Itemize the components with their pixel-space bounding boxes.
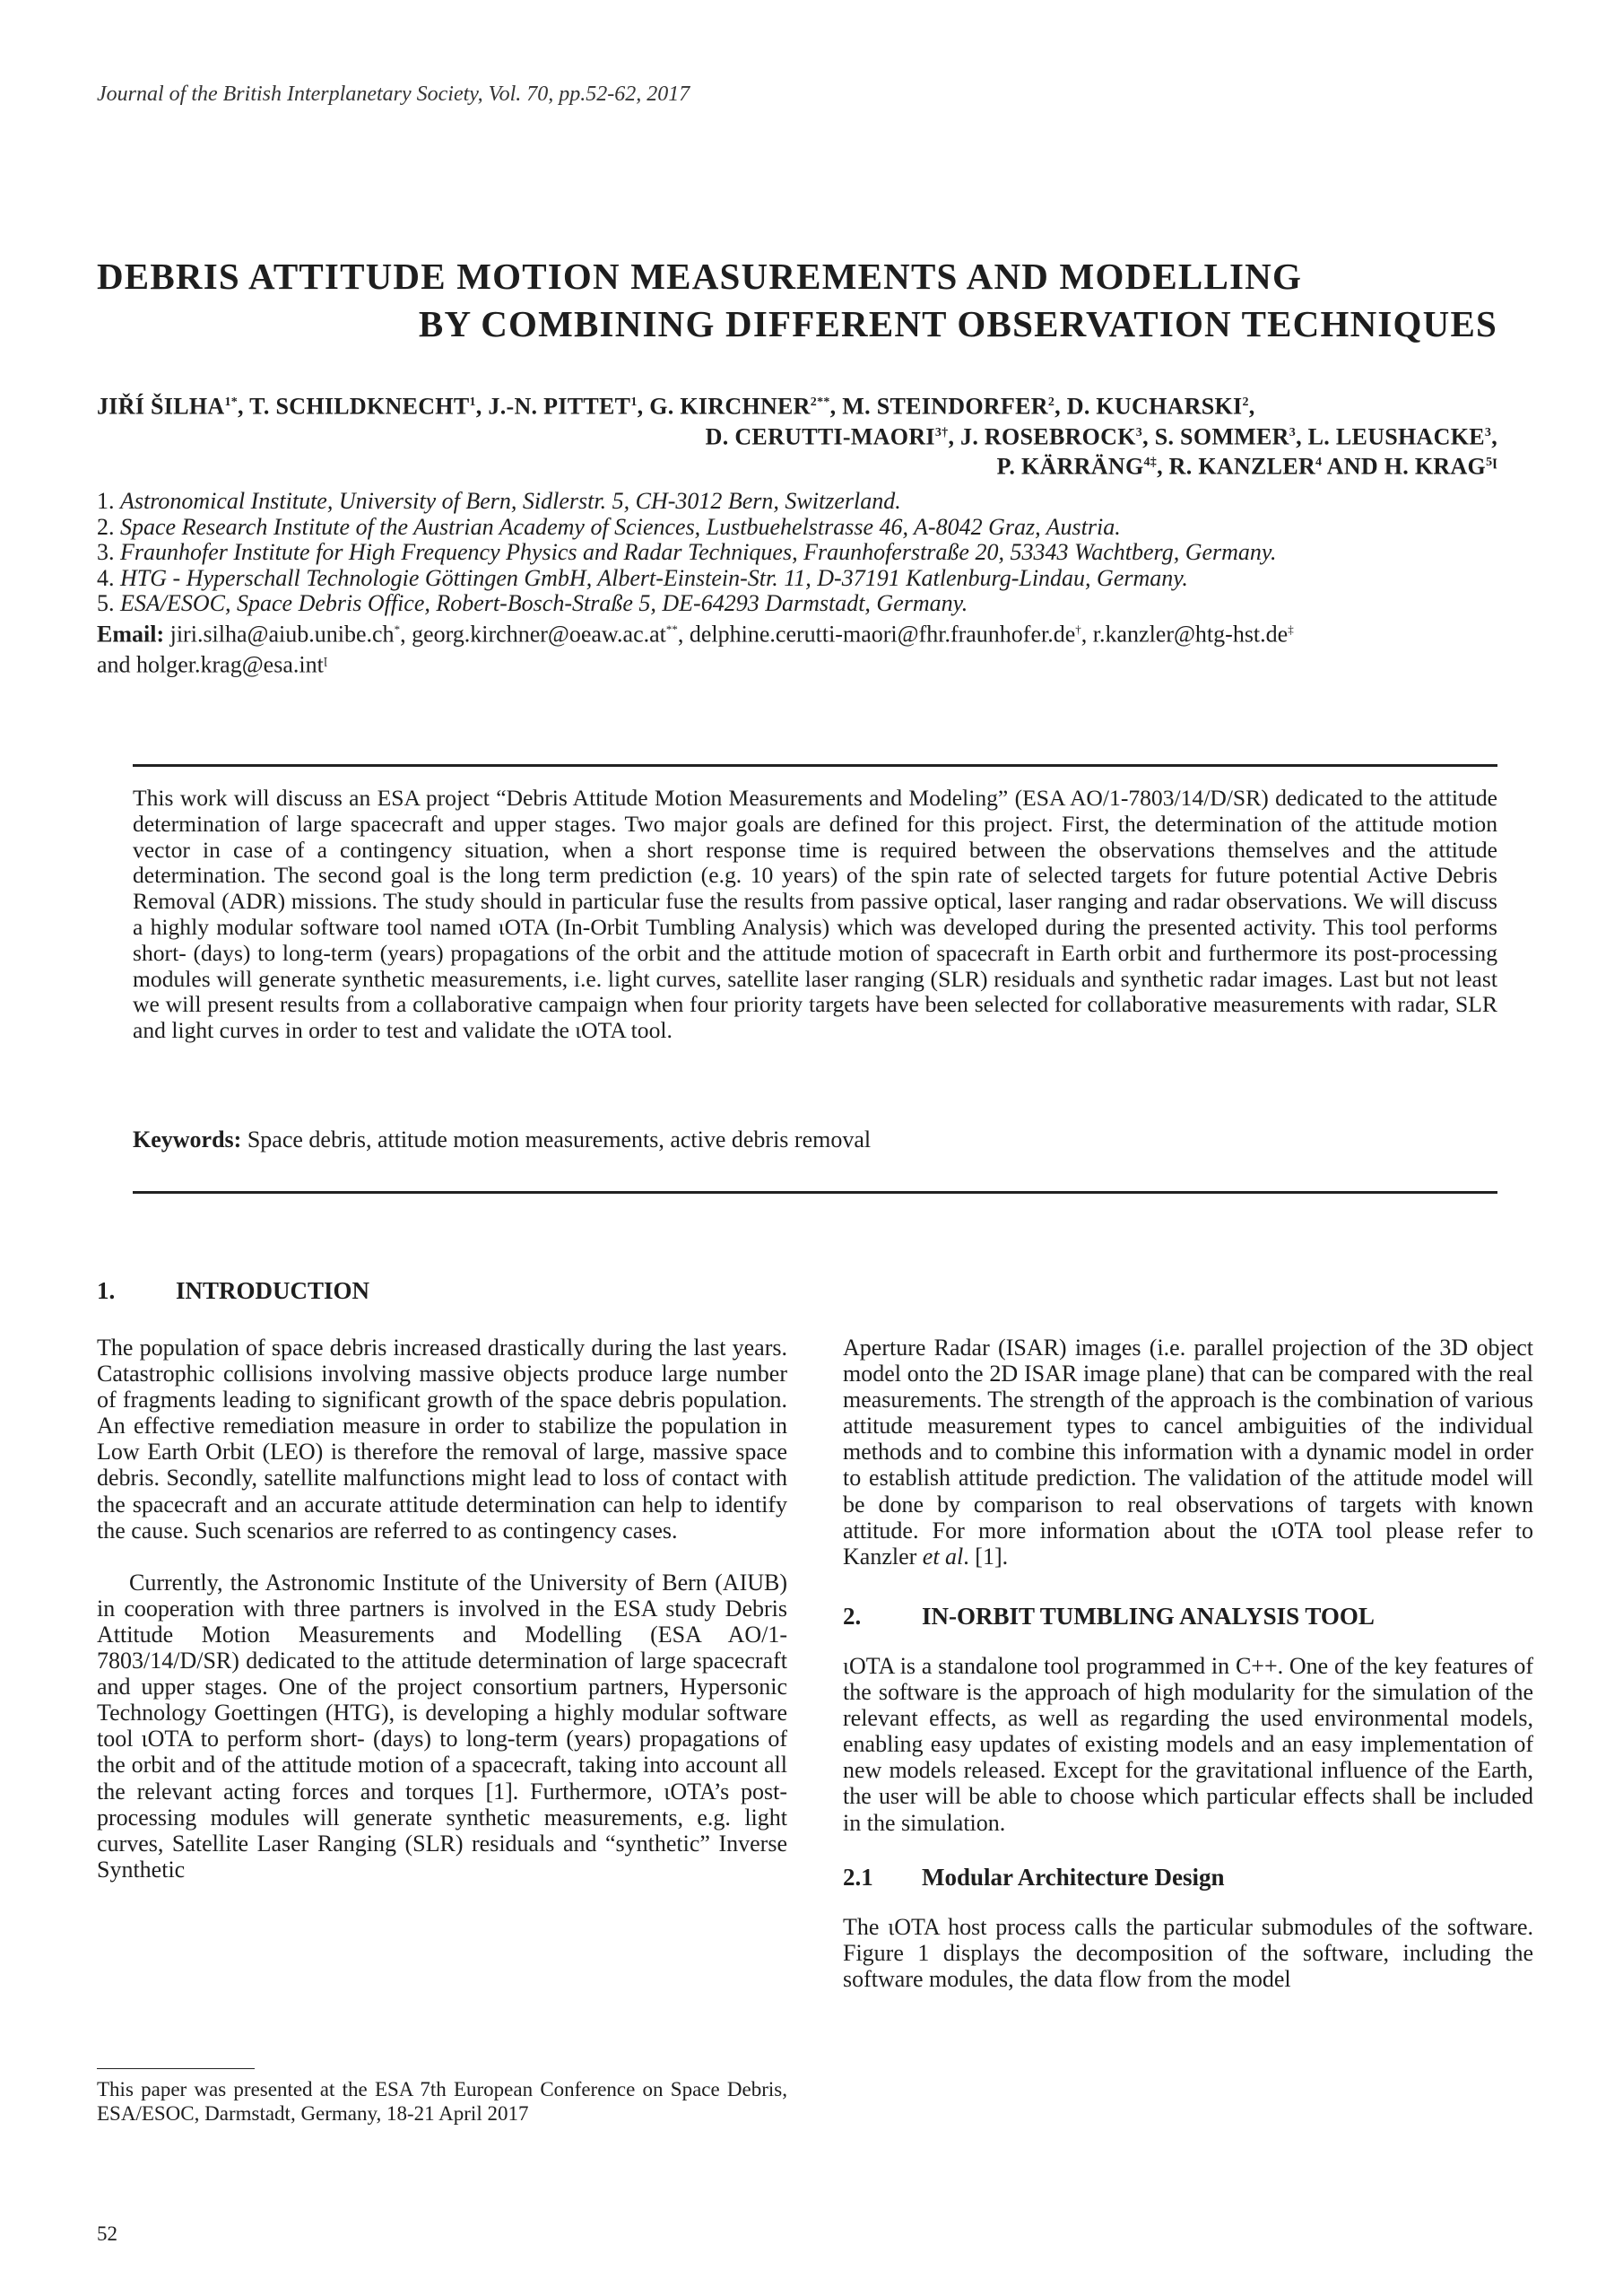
affiliation-text: ESA/ESOC, Space Debris Office, Robert-Bosch-Straße 5, DE-64293 Darmstadt, Germany.	[120, 590, 968, 616]
author-marker: 2	[1242, 396, 1249, 409]
section-title: INTRODUCTION	[176, 1277, 370, 1304]
affiliation-number: 3.	[97, 539, 120, 565]
section-title: Modular Architecture Design	[922, 1863, 1225, 1891]
paragraph	[843, 1335, 1533, 1570]
text-run: Aperture Radar (ISAR) images (i.e. parallel projection of the 3D object model onto the 2D ISAR image plane) that can be compared with the real measurements. The strength of the approach is the combination of various attitude measurement types to cancel ambiguities of the individual methods and to combine this information with a dynamic model in order to establish attitude prediction. The validation of the attitude model will be done by comparison to real observations of targets with known attitude. For more information about the ιOTA tool please refer to Kanzler	[843, 1335, 1533, 1570]
affiliation-5	[97, 591, 1532, 617]
keywords	[133, 1126, 1497, 1153]
author-line-1	[97, 389, 1497, 420]
email-line	[97, 617, 1532, 648]
paragraph: ιOTA is a standalone tool programmed in C++. One of the key features of the software is the approach of high modularity for the simulation of the relevant effects, as well as regarding the used environmental models, enabling easy updates of existing models and an easy implementation of new models released. Except for the gravitational influence of the Earth, the user will be able to choose which particular effects shall be included in the simulation.	[843, 1652, 1533, 1836]
author-marker: 1	[469, 396, 476, 409]
author-marker: 3	[1135, 425, 1143, 439]
author-name: , J.-N. PITTET	[475, 393, 631, 420]
section-number: 1.	[97, 1277, 116, 1304]
footnote: This paper was presented at the ESA 7th European Conference on Space Debris, ESA/ESOC, Darmstadt, Germany, 18-21 April 2017	[97, 2078, 787, 2125]
abstract: This work will discuss an ESA project “Debris Attitude Motion Measurements and Modeling” (ESA AO/1-7803/14/D/SR) dedicated to the attitude determination of large spacecraft and upper stages. Two major goals are defined for this project. First, the determination of the attitude motion vector in case of a contingency situation, when a short response time is required between the observations themselves and the attitude determination. The second goal is the long term prediction (e.g. 10 years) of the spin rate of selected targets for future potential Active Debris Removal (ADR) missions. The study should in particular fuse the results from passive optical, laser ranging and radar observations. We will discuss a highly modular software tool named ιOTA (In-Orbit Tumbling Analysis) which was developed during the presented activity. This tool performs short- (days) to long-term (years) propagations of the orbit and the attitude motion of spacecraft in Earth orbit and furthermore its post-processing modules will generate synthetic measurements, i.e. light curves, satellite laser ranging (SLR) residuals and synthetic radar images. Last but not least we will present results from a collaborative campaign when four priority targets have been selected for collaborative measurements with radar, SLR and light curves in order to test and validate the ιOTA tool.	[133, 785, 1497, 1044]
abstract-top-rule	[133, 764, 1497, 767]
affiliation-text: Astronomical Institute, University of Bern, Sidlerstr. 5, CH-3012 Bern, Switzerland.	[120, 488, 901, 514]
section-number: 2.	[843, 1602, 862, 1630]
author-separator: ,	[1491, 423, 1497, 450]
author-line-2	[97, 420, 1497, 450]
email-line-2	[97, 648, 1532, 678]
email-marker: **	[665, 622, 678, 636]
text-run: . [1].	[963, 1543, 1009, 1570]
affiliation-3	[97, 540, 1532, 566]
author-marker: 1*	[224, 396, 239, 409]
section-2-heading	[843, 1604, 1533, 1630]
email-marker: ‡	[1288, 622, 1294, 636]
footnote-rule	[97, 2068, 255, 2069]
email-link[interactable]: , delphine.cerutti-maori@fhr.fraunhofer.de	[677, 621, 1076, 648]
paragraph: Currently, the Astronomic Institute of the University of Bern (AIUB) in cooperation with three partners is involved in the ESA study Debris Attitude Motion Measurements and Modelling (ESA AO/1-7803/14/D/SR) dedicated to the attitude determination of large spacecraft and upper stages. One of the project consortium partners, Hypersonic Technology Goettingen (HTG), is developing a highly modular software tool ιOTA to perform short- (days) to long-term (years) propagations of the orbit and of the attitude motion of a spacecraft, taking into account all the relevant acting forces and torques [1]. Furthermore, ιOTA’s post-processing modules will generate synthetic measurements, e.g. light curves, Satellite Laser Ranging (SLR) residuals and “synthetic” Inverse Synthetic	[97, 1569, 787, 1883]
section-number: 2.1	[843, 1863, 873, 1891]
section-1-heading	[97, 1277, 369, 1305]
author-line-3	[97, 449, 1497, 480]
author-name: D. CERUTTI-MAORI	[705, 423, 935, 450]
author-marker: 3†	[934, 425, 949, 439]
affiliations	[97, 489, 1532, 678]
title-line-1: DEBRIS ATTITUDE MOTION MEASUREMENTS AND MODELLING	[97, 256, 1303, 297]
author-name: , L. LEUSHACKE	[1296, 423, 1485, 450]
affiliation-text: Space Research Institute of the Austrian Academy of Sciences, Lustbuehelstrasse 46, A-8042 Graz, Austria.	[120, 513, 1121, 540]
author-name: JIŘÍ ŠILHA	[97, 393, 225, 420]
journal-citation: Journal of the British Interplanetary Society, Vol. 70, pp.52-62, 2017	[97, 83, 690, 106]
affiliation-number: 2.	[97, 513, 120, 540]
author-name: P. KÄRRÄNG	[996, 453, 1144, 480]
author-marker: 3	[1484, 425, 1492, 439]
abstract-bottom-rule	[133, 1191, 1497, 1194]
email-link[interactable]: and holger.krag@esa.int	[97, 651, 324, 678]
affiliation-number: 5.	[97, 590, 120, 616]
affiliation-2	[97, 515, 1532, 541]
keywords-label: Keywords:	[133, 1126, 242, 1152]
left-column	[97, 1335, 787, 1883]
author-name: , R. KANZLER	[1157, 453, 1316, 480]
author-name: , G. KIRCHNER	[637, 393, 811, 420]
author-marker: 4	[1315, 456, 1323, 470]
author-marker: 1	[630, 396, 638, 409]
right-column	[843, 1335, 1533, 1992]
affiliation-4	[97, 566, 1532, 592]
email-link[interactable]: jiri.silha@aiub.unibe.ch	[164, 621, 395, 648]
email-label: Email:	[97, 621, 165, 648]
keywords-text: Space debris, attitude motion measurements, active debris removal	[241, 1126, 872, 1152]
affiliation-text: HTG - Hyperschall Technologie Göttingen GmbH, Albert-Einstein-Str. 11, D-37191 Katlenburg-Lindau, Germany.	[120, 564, 1188, 591]
paragraph: The population of space debris increased drastically during the last years. Catastrophic collisions involving massive objects produce large number of fragments leading to significant growth of the space debris population. An effective remediation measure in order to stabilize the population in Low Earth Orbit (LEO) is therefore the removal of large, massive space debris. Secondly, satellite malfunctions might lead to loss of contact with the spacecraft and an accurate attitude determination can help to identify the cause. Such scenarios are referred to as contingency cases.	[97, 1335, 787, 1544]
author-marker: 2**	[810, 396, 830, 409]
title-line-2: BY COMBINING DIFFERENT OBSERVATION TECHNIQUES	[418, 303, 1497, 344]
author-marker: 4‡	[1143, 456, 1158, 470]
author-separator: ,	[1248, 393, 1255, 420]
author-name: , T. SCHILDKNECHT	[238, 393, 470, 420]
email-marker: *	[394, 622, 401, 636]
author-marker: 3	[1289, 425, 1297, 439]
affiliation-number: 1.	[97, 488, 120, 514]
author-name: AND H. KRAG	[1322, 453, 1487, 480]
author-list	[97, 389, 1497, 480]
affiliation-text: Fraunhofer Institute for High Frequency Physics and Radar Techniques, Fraunhoferstraße 20, 53343 Wachtberg, Germany.	[120, 539, 1277, 565]
affiliation-number: 4.	[97, 564, 120, 591]
email-marker: †	[1075, 622, 1081, 636]
author-marker: 2	[1047, 396, 1055, 409]
affiliation-1	[97, 489, 1532, 515]
email-marker: ꞁ	[323, 652, 327, 666]
section-2-1-heading	[843, 1865, 1533, 1891]
email-link[interactable]: , georg.kirchner@oeaw.ac.at	[400, 621, 666, 648]
author-name: , J. ROSEBROCK	[948, 423, 1136, 450]
author-name: , M. STEINDORFER	[829, 393, 1048, 420]
author-marker: 5ꞁ	[1486, 456, 1497, 470]
paper-title	[97, 253, 1497, 348]
author-name: , S. SOMMER	[1142, 423, 1289, 450]
paragraph: The ιOTA host process calls the particular submodules of the software. Figure 1 displays the decomposition of the software, including the software modules, the data flow from the model	[843, 1913, 1533, 1992]
author-name: , D. KUCHARSKI	[1055, 393, 1243, 420]
section-title: IN-ORBIT TUMBLING ANALYSIS TOOL	[922, 1602, 1375, 1630]
page-number: 52	[97, 2222, 117, 2245]
email-link[interactable]: , r.kanzler@htg-hst.de	[1081, 621, 1289, 648]
text-run-italic: et al	[922, 1543, 964, 1570]
